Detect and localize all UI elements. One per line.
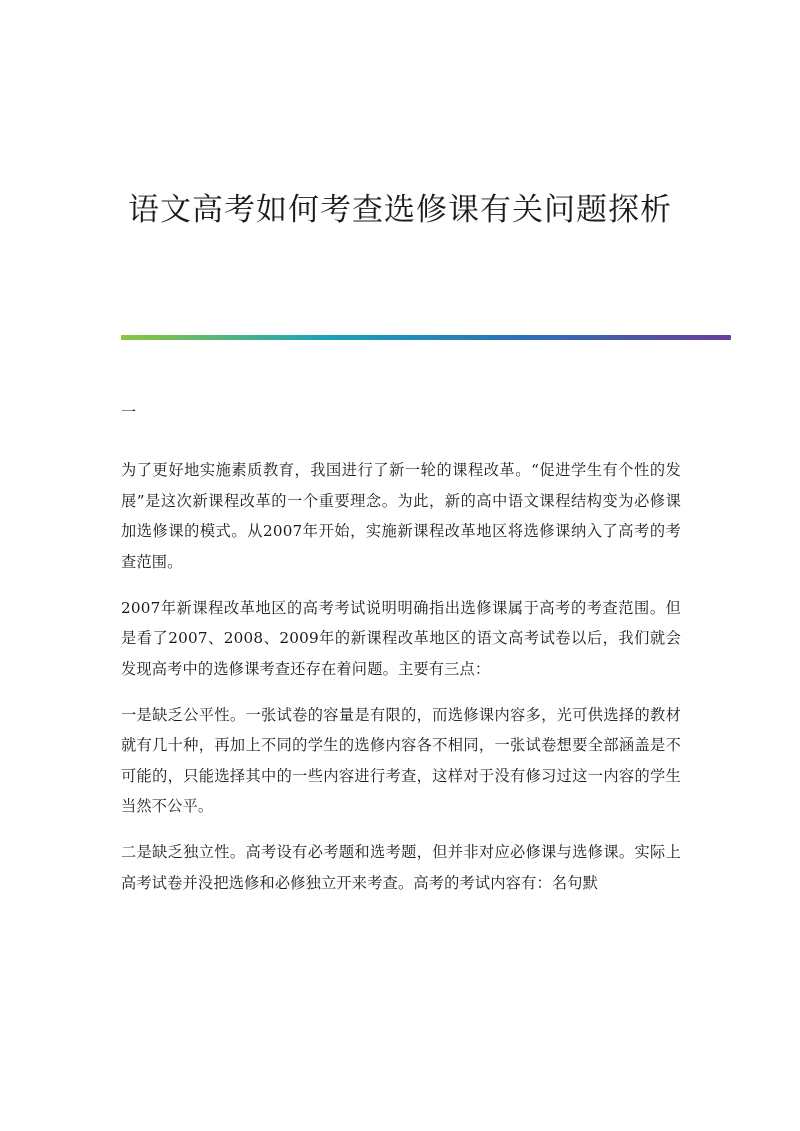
paragraph-2: 2007年新课程改革地区的高考考试说明明确指出选修课属于高考的考查范围。但是看了2007、2008、2009年的新课程改革地区的语文高考试卷以后，我们就会发现高考中的选修课考查还存在着问题。主要有三点：: [121, 598, 681, 678]
paragraph-3: 一是缺乏公平性。一张试卷的容量是有限的，而选修课内容多，光可供选择的教材就有几十种，再加上不同的学生的选修内容各不相同，一张试卷想要全部涵盖是不可能的，只能选择其中的一些内容进行考查，这样对于没有修习过这一内容的学生当然不公平。: [121, 705, 681, 815]
paragraph-4: 二是缺乏独立性。高考设有必考题和选考题，但并非对应必修课与选修课。实际上高考试卷并没把选修和必修独立开来考查。高考的考试内容有：名句默: [121, 843, 681, 892]
document-title: 语文高考如何考查选修课有关问题探析: [128, 192, 672, 228]
paragraph-1: 为了更好地实施素质教育，我国进行了新一轮的课程改革。“促进学生有个性的发展”是这次新课程改革的一个重要理念。为此，新的高中语文课程结构变为必修课加选修课的模式。从2007年开始，实施新课程改革地区将选修课纳入了高考的考查范围。: [121, 461, 681, 571]
title-divider: [121, 335, 731, 340]
body-text: [121, 455, 681, 914]
section-number: 一: [121, 403, 137, 421]
